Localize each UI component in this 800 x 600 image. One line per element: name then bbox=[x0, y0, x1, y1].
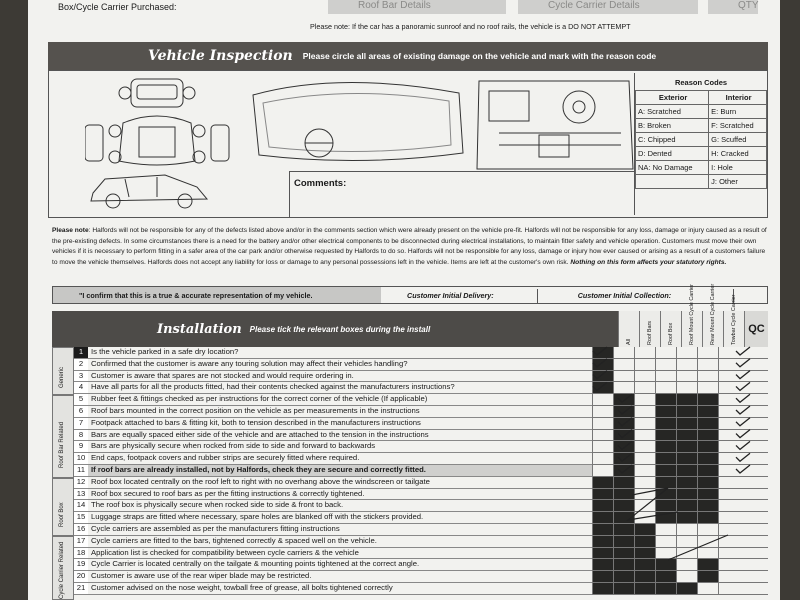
cycle-carrier-details-field: Cycle Carrier Details bbox=[518, 0, 698, 14]
tick-box bbox=[676, 583, 697, 595]
tick-box[interactable] bbox=[634, 441, 655, 453]
tick-box bbox=[613, 571, 634, 583]
tick-box bbox=[592, 500, 613, 512]
exterior-header: Exterior bbox=[636, 91, 709, 105]
purchase-header bbox=[28, 0, 780, 16]
qc-tick-box[interactable] bbox=[718, 548, 768, 560]
col-qc: QC bbox=[744, 311, 768, 347]
qc-tick-box[interactable] bbox=[718, 406, 768, 418]
row-text: Cycle carriers are fitted to the bars, tightened correctly & spaced well on the vehicle. bbox=[88, 536, 592, 548]
tick-box bbox=[634, 559, 655, 571]
code-h: H: Cracked bbox=[709, 147, 767, 161]
row-number: 5 bbox=[74, 394, 88, 406]
tick-box bbox=[676, 477, 697, 489]
row-text: Bars are physically secure when rocked from side to side and forward to backwards bbox=[88, 441, 592, 453]
tick-box bbox=[613, 559, 634, 571]
installation-title: Installation bbox=[157, 321, 242, 337]
tick-box bbox=[592, 571, 613, 583]
row-number: 15 bbox=[74, 512, 88, 524]
tick-box[interactable] bbox=[634, 477, 655, 489]
tick-box bbox=[697, 418, 718, 430]
comments-field[interactable] bbox=[289, 171, 634, 217]
tick-box[interactable] bbox=[676, 571, 697, 583]
car-outline-diagram bbox=[85, 75, 245, 215]
tick-box bbox=[676, 406, 697, 418]
tick-box bbox=[592, 559, 613, 571]
tick-box[interactable] bbox=[655, 548, 676, 560]
reason-codes-table bbox=[635, 90, 767, 189]
tick-box bbox=[613, 548, 634, 560]
tick-box bbox=[697, 500, 718, 512]
tick-box bbox=[592, 512, 613, 524]
tick-box bbox=[613, 512, 634, 524]
row-number: 8 bbox=[74, 430, 88, 442]
tick-box bbox=[697, 441, 718, 453]
row-number: 19 bbox=[74, 559, 88, 571]
tick-box bbox=[676, 465, 697, 477]
tick-box[interactable] bbox=[697, 371, 718, 383]
table-row bbox=[52, 430, 768, 442]
qc-tick-box[interactable] bbox=[718, 536, 768, 548]
row-text: Customer is aware use of the rear wiper blade may be restricted. bbox=[88, 571, 592, 583]
tick-box bbox=[655, 465, 676, 477]
table-row bbox=[52, 559, 768, 571]
row-text: Cycle Carrier is located centrally on the tailgate & mounting points tightened at the correct angle. bbox=[88, 559, 592, 571]
tick-box bbox=[676, 394, 697, 406]
tick-box bbox=[592, 524, 613, 536]
table-row bbox=[52, 394, 768, 406]
row-number: 16 bbox=[74, 524, 88, 536]
qc-tick-box[interactable] bbox=[718, 489, 768, 501]
tick-box bbox=[634, 524, 655, 536]
tick-box[interactable] bbox=[655, 371, 676, 383]
code-e: E: Burn bbox=[709, 105, 767, 119]
tick-box[interactable] bbox=[676, 536, 697, 548]
table-row bbox=[52, 453, 768, 465]
code-g: G: Scuffed bbox=[709, 133, 767, 147]
tick-box[interactable] bbox=[676, 347, 697, 359]
code-i: I: Hole bbox=[709, 161, 767, 175]
statutory-rights-note: Nothing on this form affects your statutory rights. bbox=[570, 259, 727, 267]
tick-box bbox=[697, 571, 718, 583]
row-text: Luggage straps are fitted where necessary, spare holes are blanked off with the stickers provided. bbox=[88, 512, 592, 524]
tick-box bbox=[655, 477, 676, 489]
disclaimer-body: : Halfords will not be responsible for any of the defects listed above and/or in the comments section which were already present on the vehicle pre-fit. Halfords will not be responsible for any loss, damage or injury caused as a result of the pre-existing defects. In some circumstances there is a need for the battery and/or other electrical components to be disconnected during electrical installations, to maintain fitter safety and vehicle operation. Customers must move their own vehicles if it is necessary to perform fitting in a safer area of the car park and/or otherwise requested by Halfords to do so. Halfords will not be responsible for any loss, damage or injury how ever caused or arising as a result of a customers failure to move the vehicle themselves. Halfords does not accept any liability for loss or damage to any personal possessions left in the vehicle. Items are left at the customer's own risk. bbox=[52, 227, 767, 267]
row-number: 3 bbox=[74, 371, 88, 383]
code-c: C: Chipped bbox=[636, 133, 709, 147]
vehicle-inspection-title: Vehicle Inspection bbox=[148, 48, 293, 64]
comments-label: Comments: bbox=[294, 178, 347, 189]
qc-tick-box[interactable] bbox=[718, 418, 768, 430]
row-number: 11 bbox=[74, 465, 88, 477]
tick-box bbox=[655, 441, 676, 453]
row-text: Is the vehicle parked in a safe dry location? bbox=[88, 347, 592, 359]
tick-box bbox=[676, 512, 697, 524]
qc-tick-box[interactable] bbox=[718, 382, 768, 394]
row-number: 2 bbox=[74, 359, 88, 371]
tick-box[interactable] bbox=[592, 441, 613, 453]
qc-tick-box[interactable] bbox=[718, 500, 768, 512]
col-all: All bbox=[618, 311, 639, 347]
row-number: 18 bbox=[74, 548, 88, 560]
row-text: Customer advised on the nose weight, towball free of grease, all bolts tightened correctly bbox=[88, 583, 592, 595]
tick-box bbox=[676, 441, 697, 453]
col-roof-mount-cycle-carrier: Roof Mount Cycle Carrier bbox=[681, 311, 702, 347]
tick-box[interactable] bbox=[634, 394, 655, 406]
col-towbar-cycle-carrier: Towbar Cycle Carrier bbox=[723, 311, 744, 347]
customer-initial-collection-label: Customer Initial Collection: bbox=[577, 290, 672, 300]
group-roof-box: Roof Box bbox=[52, 478, 74, 536]
disclaimer-lead: Please note bbox=[52, 227, 89, 234]
tick-box bbox=[634, 571, 655, 583]
tick-box[interactable] bbox=[697, 583, 718, 595]
sunroof-note: Please note: If the car has a panoramic sunroof and no roof rails, the vehicle is a DO NOT ATTEMPT bbox=[310, 22, 631, 31]
tick-box[interactable] bbox=[634, 359, 655, 371]
tick-box[interactable] bbox=[634, 382, 655, 394]
reason-codes-panel bbox=[634, 73, 767, 215]
tick-box bbox=[697, 512, 718, 524]
tick-box[interactable] bbox=[697, 536, 718, 548]
table-row bbox=[52, 347, 768, 359]
group-generic: Generic bbox=[52, 347, 74, 395]
tick-box[interactable] bbox=[697, 347, 718, 359]
tick-box[interactable] bbox=[592, 430, 613, 442]
row-number: 17 bbox=[74, 536, 88, 548]
roof-bar-details-field: Roof Bar Details bbox=[328, 0, 506, 14]
col-rear-mount-cycle-carrier: Rear Mount Cycle Carrier bbox=[702, 311, 723, 347]
row-number: 9 bbox=[74, 441, 88, 453]
tick-box[interactable] bbox=[613, 359, 634, 371]
customer-initial-delivery-label: Customer Initial Delivery: bbox=[407, 290, 494, 300]
tick-box bbox=[613, 406, 634, 418]
table-row bbox=[52, 548, 768, 560]
qc-tick-box[interactable] bbox=[718, 441, 768, 453]
col-roof-box: Roof Box bbox=[660, 311, 681, 347]
tick-box[interactable] bbox=[676, 382, 697, 394]
tick-box bbox=[655, 583, 676, 595]
row-number: 6 bbox=[74, 406, 88, 418]
tick-box[interactable] bbox=[634, 453, 655, 465]
row-number: 14 bbox=[74, 500, 88, 512]
tick-box bbox=[613, 394, 634, 406]
row-number: 1 bbox=[74, 347, 88, 359]
row-number: 10 bbox=[74, 453, 88, 465]
tick-box[interactable] bbox=[634, 406, 655, 418]
row-number: 7 bbox=[74, 418, 88, 430]
tick-box bbox=[655, 559, 676, 571]
tick-box bbox=[655, 489, 676, 501]
group-roof-bar-related: Roof Bar Related bbox=[52, 395, 74, 478]
tick-box bbox=[592, 382, 613, 394]
tick-box bbox=[613, 418, 634, 430]
row-text: Roof box located centrally on the roof left to right with no overhang above the windscreen or tailgate bbox=[88, 477, 592, 489]
tick-box bbox=[613, 583, 634, 595]
qc-tick-box[interactable] bbox=[718, 394, 768, 406]
tick-box[interactable] bbox=[592, 465, 613, 477]
tick-box[interactable] bbox=[634, 512, 655, 524]
row-number: 12 bbox=[74, 477, 88, 489]
tick-box[interactable] bbox=[613, 371, 634, 383]
table-row bbox=[52, 441, 768, 453]
row-number: 20 bbox=[74, 571, 88, 583]
qc-tick-box[interactable] bbox=[718, 571, 768, 583]
qc-tick-box[interactable] bbox=[718, 453, 768, 465]
tick-box[interactable] bbox=[613, 382, 634, 394]
tick-box[interactable] bbox=[697, 524, 718, 536]
tick-box bbox=[613, 453, 634, 465]
row-text: Application list is checked for compatibility between cycle carriers & the vehicle bbox=[88, 548, 592, 560]
qc-tick-box[interactable] bbox=[718, 371, 768, 383]
tick-box bbox=[655, 394, 676, 406]
disclaimer-text bbox=[52, 226, 768, 269]
table-row bbox=[52, 406, 768, 418]
table-row bbox=[52, 418, 768, 430]
tick-box[interactable] bbox=[634, 418, 655, 430]
table-row bbox=[52, 512, 768, 524]
tick-box bbox=[613, 500, 634, 512]
code-na: NA: No Damage bbox=[636, 161, 709, 175]
code-b: B: Broken bbox=[636, 119, 709, 133]
fitting-form bbox=[28, 0, 780, 600]
tick-box bbox=[676, 500, 697, 512]
tick-box bbox=[592, 359, 613, 371]
row-text: Bars are equally spaced either side of the vehicle and are attached to the tension in the instructions bbox=[88, 430, 592, 442]
tick-box bbox=[697, 430, 718, 442]
tick-box[interactable] bbox=[592, 418, 613, 430]
tick-box bbox=[676, 489, 697, 501]
table-row bbox=[52, 382, 768, 394]
tick-box bbox=[655, 453, 676, 465]
tick-box[interactable] bbox=[634, 430, 655, 442]
tick-box bbox=[592, 477, 613, 489]
tick-box bbox=[613, 536, 634, 548]
tick-box bbox=[613, 430, 634, 442]
qc-tick-box[interactable] bbox=[718, 477, 768, 489]
code-j: J: Other bbox=[709, 175, 767, 189]
purchased-label: Box/Cycle Carrier Purchased: bbox=[58, 2, 177, 12]
table-row bbox=[52, 371, 768, 383]
tick-box[interactable] bbox=[634, 489, 655, 501]
tick-box bbox=[613, 477, 634, 489]
tick-box bbox=[655, 418, 676, 430]
qc-tick-box[interactable] bbox=[718, 512, 768, 524]
tick-box[interactable] bbox=[676, 371, 697, 383]
tick-box[interactable] bbox=[634, 371, 655, 383]
tick-box[interactable] bbox=[676, 559, 697, 571]
tick-box bbox=[613, 465, 634, 477]
reason-codes-title: Reason Codes bbox=[674, 78, 728, 87]
tick-box bbox=[697, 559, 718, 571]
tick-box bbox=[697, 453, 718, 465]
row-text: Confirmed that the customer is aware any touring solution may affect their vehicles handling? bbox=[88, 359, 592, 371]
row-number: 4 bbox=[74, 382, 88, 394]
customer-confirmation-row bbox=[52, 286, 768, 304]
tick-box[interactable] bbox=[697, 382, 718, 394]
tick-box bbox=[634, 536, 655, 548]
tick-box[interactable] bbox=[655, 347, 676, 359]
tick-box bbox=[655, 406, 676, 418]
tick-box bbox=[592, 347, 613, 359]
qc-tick-box[interactable] bbox=[718, 465, 768, 477]
tick-box bbox=[676, 453, 697, 465]
qc-tick-box[interactable] bbox=[718, 359, 768, 371]
tick-box bbox=[592, 536, 613, 548]
tick-box[interactable] bbox=[697, 359, 718, 371]
interior-diagram bbox=[249, 73, 634, 173]
tick-box bbox=[613, 524, 634, 536]
tick-box bbox=[613, 441, 634, 453]
row-text: Footpack attached to bars & fitting kit, both to tension described in the manufacturers instructions bbox=[88, 418, 592, 430]
row-number: 13 bbox=[74, 489, 88, 501]
tick-box[interactable] bbox=[634, 465, 655, 477]
vehicle-inspection-instruction: Please circle all areas of existing damage on the vehicle and mark with the reason code bbox=[302, 51, 657, 61]
qc-tick-box[interactable] bbox=[718, 524, 768, 536]
tick-box bbox=[697, 477, 718, 489]
tick-box[interactable] bbox=[592, 406, 613, 418]
qty-field: QTY bbox=[708, 0, 758, 14]
row-text: If roof bars are already installed, not by Halfords, check they are secure and correctly fitted. bbox=[88, 465, 592, 477]
table-row bbox=[52, 465, 768, 477]
tick-box bbox=[697, 489, 718, 501]
delivery-initial-box[interactable] bbox=[537, 289, 538, 303]
tick-box[interactable] bbox=[676, 359, 697, 371]
row-text: End caps, footpack covers and rubber strips are securely fitted where required. bbox=[88, 453, 592, 465]
table-row bbox=[52, 536, 768, 548]
tick-box bbox=[655, 571, 676, 583]
tick-box[interactable] bbox=[634, 347, 655, 359]
tick-box bbox=[655, 500, 676, 512]
code-f: F: Scratched bbox=[709, 119, 767, 133]
tick-box bbox=[592, 371, 613, 383]
installation-header bbox=[52, 311, 618, 347]
interior-header: Interior bbox=[709, 91, 767, 105]
tick-box[interactable] bbox=[655, 359, 676, 371]
code-a: A: Scratched bbox=[636, 105, 709, 119]
tick-box[interactable] bbox=[697, 548, 718, 560]
table-row bbox=[52, 571, 768, 583]
tick-box[interactable] bbox=[676, 524, 697, 536]
tick-box[interactable] bbox=[592, 394, 613, 406]
confirm-statement: "I confirm that this is a true & accurate representation of my vehicle. bbox=[53, 287, 381, 303]
tick-box bbox=[676, 430, 697, 442]
row-text: Have all parts for all the products fitted, had their contents checked against the manufacturers instructions? bbox=[88, 382, 592, 394]
row-number: 21 bbox=[74, 583, 88, 595]
tick-box bbox=[655, 430, 676, 442]
tick-box bbox=[592, 583, 613, 595]
table-row bbox=[52, 524, 768, 536]
table-row bbox=[52, 477, 768, 489]
tick-box[interactable] bbox=[613, 347, 634, 359]
tick-box bbox=[697, 406, 718, 418]
row-text: Roof box secured to roof bars as per the fitting instructions & correctly tightened. bbox=[88, 489, 592, 501]
vehicle-inspection-body bbox=[48, 70, 768, 218]
table-row bbox=[52, 583, 768, 595]
tick-box bbox=[676, 418, 697, 430]
tick-box[interactable] bbox=[655, 382, 676, 394]
table-row bbox=[52, 489, 768, 501]
qc-tick-box[interactable] bbox=[718, 559, 768, 571]
tick-box bbox=[592, 548, 613, 560]
vehicle-inspection-header bbox=[48, 42, 768, 70]
tick-box bbox=[592, 489, 613, 501]
qc-tick-box[interactable] bbox=[718, 583, 768, 595]
tick-box bbox=[697, 394, 718, 406]
col-roof-bars: Roof Bars bbox=[639, 311, 660, 347]
table-row bbox=[52, 500, 768, 512]
tick-box[interactable] bbox=[655, 536, 676, 548]
tick-box bbox=[613, 489, 634, 501]
tick-box bbox=[697, 465, 718, 477]
row-text: Roof bars mounted in the correct position on the vehicle as per measurements in the instructions bbox=[88, 406, 592, 418]
qc-tick-box[interactable] bbox=[718, 430, 768, 442]
tick-box[interactable] bbox=[676, 548, 697, 560]
tick-box bbox=[634, 548, 655, 560]
row-text: The roof box is physically secure when rocked side to side & front to back. bbox=[88, 500, 592, 512]
tick-box bbox=[655, 512, 676, 524]
installation-instruction: Please tick the relevant boxes during the install bbox=[249, 324, 431, 334]
table-row bbox=[52, 359, 768, 371]
row-text: Rubber feet & fittings checked as per instructions for the correct corner of the vehicle (If applicable) bbox=[88, 394, 592, 406]
code-d: D: Dented bbox=[636, 147, 709, 161]
tick-box[interactable] bbox=[655, 524, 676, 536]
row-text: Customer is aware that spares are not stocked and would require ordering in. bbox=[88, 371, 592, 383]
row-text: Cycle carriers are assembled as per the manufacturers fitting instructions bbox=[88, 524, 592, 536]
tick-box bbox=[634, 583, 655, 595]
code-blank bbox=[636, 175, 709, 189]
tick-box[interactable] bbox=[592, 453, 613, 465]
group-cycle-carrier-related: Cycle Carrier Related bbox=[52, 536, 74, 600]
tick-box[interactable] bbox=[634, 500, 655, 512]
qc-tick-box[interactable] bbox=[718, 347, 768, 359]
